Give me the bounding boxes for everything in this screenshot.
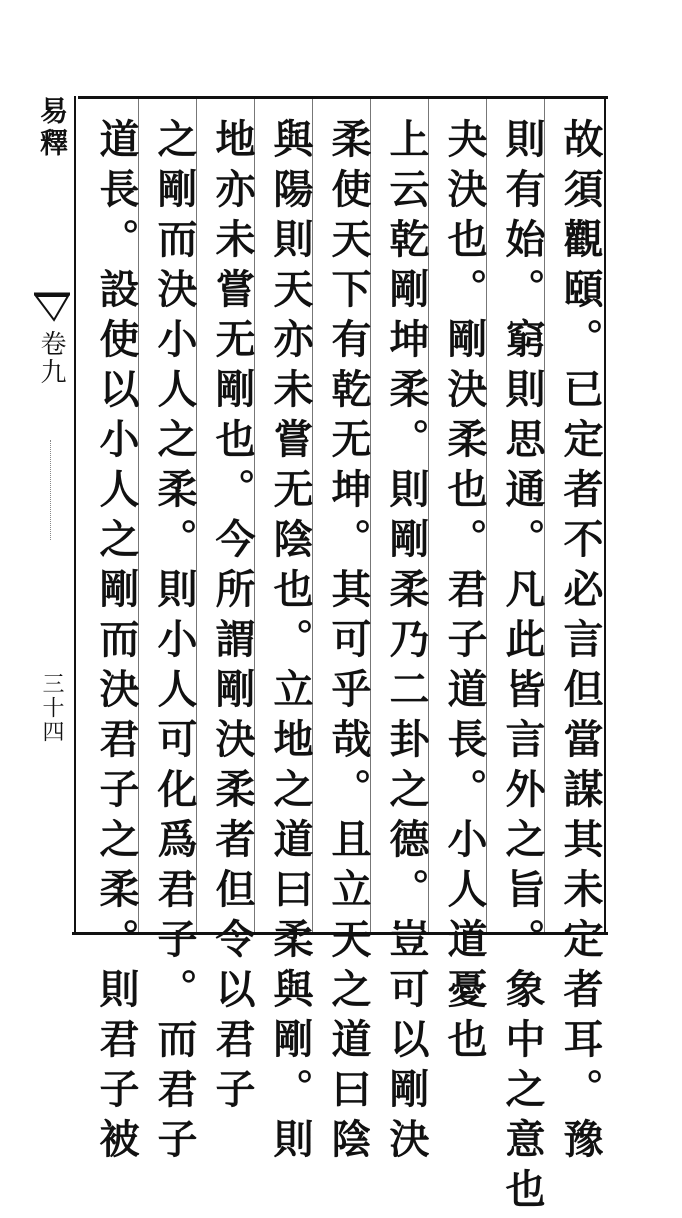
frame-left-line (74, 96, 76, 934)
text-column-5: 柔使天下有乾无坤。其可乎哉。且立天之道曰陰 (325, 118, 372, 1168)
margin-dotted-line (50, 440, 53, 540)
text-column-2: 則有始。窮則思通。凡此皆言外之旨。象中之意也 (499, 118, 546, 1218)
text-column-1: 故須觀頤。已定者不必言但當謀其未定者耳。豫 (557, 118, 604, 1168)
page-number: 三十四 (39, 672, 64, 744)
text-column-6: 與陽則天亦未嘗无陰也。立地之道曰柔與剛。則 (267, 118, 314, 1168)
text-column-9: 道長。設使以小人之剛而決君子之柔。則君子被 (93, 118, 140, 1168)
book-title: 易釋 (36, 96, 69, 160)
text-column-7: 地亦未嘗无剛也。今所謂剛決柔者但令以君子 (209, 118, 256, 1118)
text-column-8: 之剛而決小人之柔。則小人可化爲君子。而君子 (151, 118, 198, 1168)
text-column-3: 夬決也。剛決柔也。君子道長。小人道憂也 (441, 118, 488, 1068)
fish-tail-mark-icon (32, 290, 72, 330)
volume-label: 卷九 (36, 330, 66, 386)
text-column-4: 上云乾剛坤柔。則剛柔乃二卦之德。豈可以剛決 (383, 118, 430, 1168)
frame-top-line (78, 96, 608, 99)
